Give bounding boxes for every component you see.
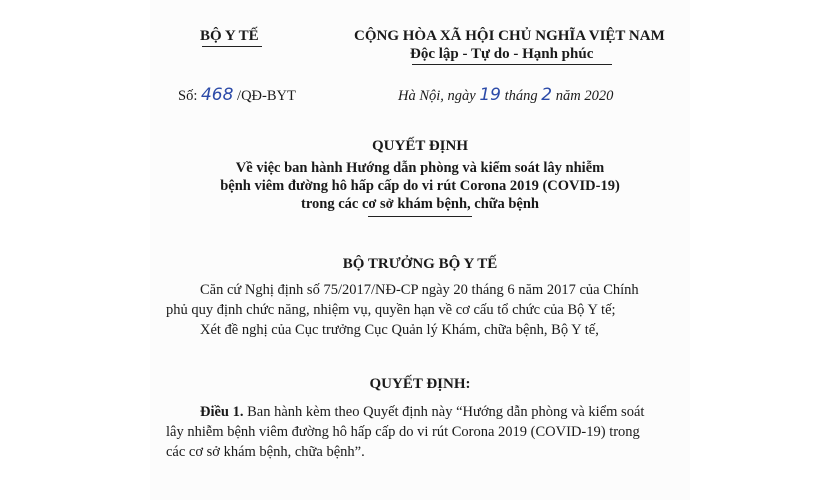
- country-name: CỘNG HÒA XÃ HỘI CHỦ NGHĨA VIỆT NAM: [354, 28, 665, 44]
- date-month-word: tháng: [504, 88, 538, 104]
- title-underline: [368, 216, 472, 217]
- title-line-1: Về việc ban hành Hướng dẫn phòng và kiểm soát lây nhiễm: [235, 160, 605, 176]
- article-1-text-1: Ban hành kèm theo Quyết định này “Hướng dẫn phòng và kiểm soát: [247, 404, 645, 420]
- article-1-line-3: các cơ sở khám bệnh, chữa bệnh”.: [166, 444, 365, 460]
- handwritten-day: 19: [479, 85, 501, 105]
- ministry-name: BỘ Y TẾ: [200, 28, 259, 44]
- issue-date: [398, 85, 613, 105]
- date-place: Hà Nội, ngày: [398, 88, 476, 104]
- handwritten-number: 468: [200, 85, 234, 105]
- basis-line-2: phủ quy định chức năng, nhiệm vụ, quyền hạn về cơ cấu tổ chức của Bộ Y tế;: [166, 302, 616, 318]
- authority-heading: BỘ TRƯỞNG BỘ Y TẾ: [342, 256, 498, 272]
- motto-underline: [412, 64, 612, 65]
- basis-line-1: Căn cứ Nghị định số 75/2017/NĐ-CP ngày 20 tháng 6 năm 2017 của Chính: [200, 282, 639, 298]
- decision-title: QUYẾT ĐỊNH: [372, 138, 468, 154]
- basis-line-3: Xét đề nghị của Cục trưởng Cục Quản lý Khám, chữa bệnh, Bộ Y tế,: [200, 322, 599, 338]
- article-1-line-1: [200, 404, 644, 421]
- title-line-2: bệnh viêm đường hô hấp cấp do vi rút Corona 2019 (COVID-19): [220, 178, 620, 194]
- document-page: [150, 0, 690, 500]
- national-motto: Độc lập - Tự do - Hạnh phúc: [410, 46, 594, 62]
- date-year: năm 2020: [555, 88, 614, 104]
- number-suffix: /QĐ-BYT: [237, 88, 296, 104]
- article-1-line-2: lây nhiễm bệnh viêm đường hô hấp cấp do vi rút Corona 2019 (COVID-19) trong: [166, 424, 640, 440]
- decision-heading: QUYẾT ĐỊNH:: [369, 376, 471, 392]
- handwritten-month: 2: [541, 85, 553, 105]
- title-line-3: trong các cơ sở khám bệnh, chữa bệnh: [301, 196, 539, 212]
- number-prefix: Số:: [178, 88, 198, 104]
- ministry-underline: [202, 46, 262, 47]
- decision-number: [178, 85, 296, 105]
- article-1-label: Điều 1.: [200, 404, 244, 420]
